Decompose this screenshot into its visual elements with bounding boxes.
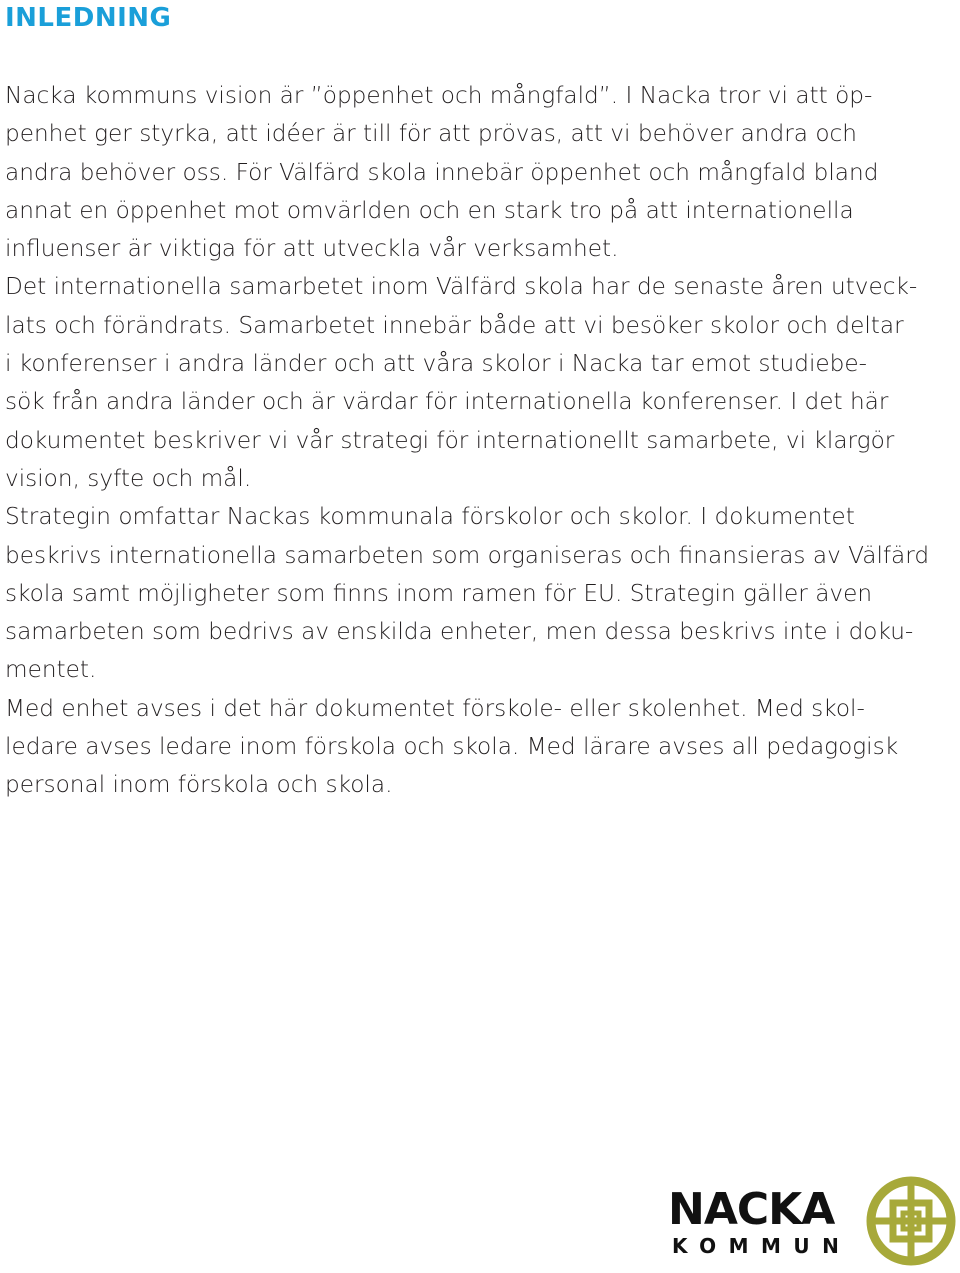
nacka-kommun-logo (668, 1176, 960, 1270)
text-line: skola samt möjligheter som finns inom ramen för EU. Strategin gäller även (5, 579, 873, 607)
text-line: sök från andra länder och är värdar för internationella konferenser. I det här (5, 388, 889, 416)
text-line: mentet. (5, 656, 97, 684)
text-line: Strategin omfattar Nackas kommunala förskolor och skolor. I dokumentet (5, 503, 855, 531)
text-line: Nacka kommuns vision är ”öppenhet och mångfald”. I Nacka tror vi att öp- (5, 82, 873, 109)
text-line: andra behöver oss. För Välfärd skola innebär öppenhet och mångfald bland (5, 158, 879, 186)
text-line: annat en öppenhet mot omvärlden och en stark tro på att internationella (5, 196, 854, 224)
text-line: beskrivs internationella samarbeten som organiseras och finansieras av Välfärd (5, 541, 930, 569)
text-line: dokumentet beskriver vi vår strategi för internationellt samarbete, vi klargör (5, 426, 895, 454)
text-line: Det internationella samarbetet inom Välfärd skola har de senaste åren utveck- (5, 273, 918, 301)
logo-emblem-icon (866, 1176, 956, 1266)
text-line: i konferenser i andra länder och att våra skolor i Nacka tar emot studiebe- (5, 350, 868, 378)
logo-subtitle: KOMMUN (672, 1234, 852, 1258)
text-line: lats och förändrats. Samarbetet innebär både att vi besöker skolor och deltar (5, 311, 904, 339)
text-line: samarbeten som bedrivs av enskilda enheter, men dessa beskrivs inte i doku- (5, 618, 914, 646)
text-line: penhet ger styrka, att idéer är till för att prövas, att vi behöver andra och (5, 120, 857, 148)
text-line: Med enhet avses i det här dokumentet förskole- eller skolenhet. Med skol- (5, 694, 865, 722)
text-line: ledare avses ledare inom förskola och skola. Med lärare avses all pedagogisk (5, 733, 899, 761)
text-line: personal inom förskola och skola. (5, 771, 393, 799)
text-line: vision, syfte och mål. (5, 464, 252, 492)
page-heading: INLEDNING (5, 3, 172, 33)
body-text (5, 77, 957, 805)
logo-name: NACKA (668, 1184, 835, 1235)
text-line: influenser är viktiga för att utveckla vår verksamhet. (5, 235, 619, 263)
